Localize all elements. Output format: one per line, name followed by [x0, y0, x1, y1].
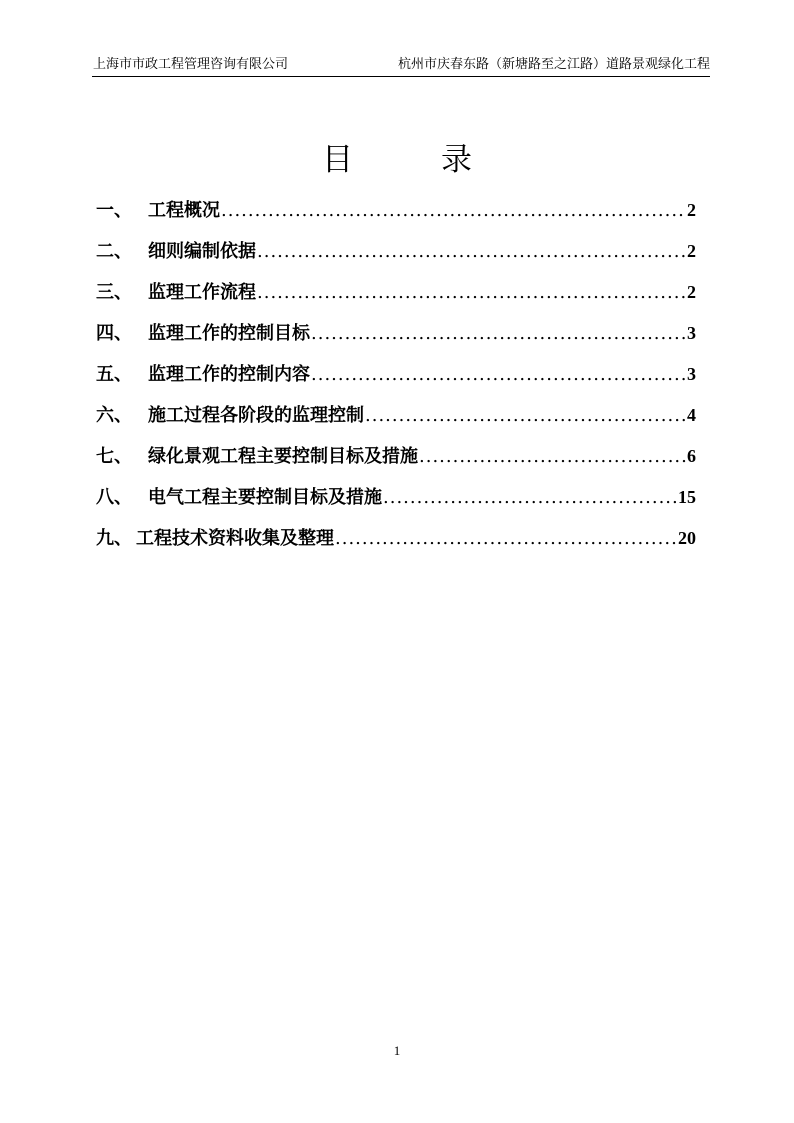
toc-dot-leader [311, 323, 686, 344]
toc-entry-page: 15 [678, 487, 696, 507]
toc-entry-6[interactable] [96, 401, 696, 442]
toc-entry-page: 20 [678, 528, 696, 548]
toc-entry-number: 一、 [96, 200, 132, 221]
toc-entry-number: 五、 [96, 364, 132, 385]
header-project-name: 杭州市庆春东路（新塘路至之江路）道路景观绿化工程 [397, 57, 710, 72]
toc-entry-label: 细则编制依据 [148, 241, 256, 262]
toc-entry-label: 绿化景观工程主要控制目标及措施 [148, 446, 418, 467]
toc-entry-page: 3 [687, 364, 696, 384]
toc-entry-page: 2 [687, 200, 696, 220]
toc-entry-5[interactable] [96, 360, 696, 401]
toc-entry-2[interactable] [96, 237, 696, 278]
toc-entry-label: 监理工作的控制内容 [148, 364, 310, 385]
toc-entry-page: 2 [687, 241, 696, 261]
toc-entry-9[interactable] [96, 524, 696, 565]
toc-entry-number: 八、 [96, 487, 132, 508]
toc-entry-3[interactable] [96, 278, 696, 319]
toc-entry-number: 六、 [96, 405, 132, 426]
toc-title: 目录 [322, 142, 560, 178]
toc-dot-leader [365, 405, 686, 426]
toc-entry-label: 施工过程各阶段的监理控制 [148, 405, 364, 426]
toc-entry-7[interactable] [96, 442, 696, 483]
toc-entry-1[interactable] [96, 196, 696, 237]
toc-entry-4[interactable] [96, 319, 696, 360]
toc-entry-number: 九、 [96, 528, 132, 549]
toc-dot-leader [221, 200, 686, 221]
toc-dot-leader [419, 446, 686, 467]
toc-dot-leader [311, 364, 686, 385]
page-number: 1 [393, 1043, 401, 1058]
toc-entry-label: 监理工作的控制目标 [148, 323, 310, 344]
toc-entry-number: 三、 [96, 282, 132, 303]
toc-dot-leader [383, 487, 677, 508]
toc-entry-number: 二、 [96, 241, 132, 262]
toc-entry-label: 电气工程主要控制目标及措施 [148, 487, 382, 508]
toc-entry-page: 3 [687, 323, 696, 343]
toc-dot-leader [335, 528, 677, 549]
table-of-contents [96, 196, 696, 565]
toc-entry-number: 七、 [96, 446, 132, 467]
toc-entry-8[interactable] [96, 483, 696, 524]
toc-entry-page: 6 [687, 446, 696, 466]
toc-entry-number: 四、 [96, 323, 132, 344]
toc-entry-page: 4 [687, 405, 696, 425]
toc-entry-label: 监理工作流程 [148, 282, 256, 303]
header-company-name: 上海市市政工程管理咨询有限公司 [93, 57, 289, 72]
toc-dot-leader [257, 282, 686, 303]
toc-entry-page: 2 [687, 282, 696, 302]
toc-entry-label: 工程技术资料收集及整理 [136, 528, 334, 549]
toc-entry-label: 工程概况 [148, 200, 220, 221]
page-header [92, 56, 710, 77]
toc-dot-leader [257, 241, 686, 262]
